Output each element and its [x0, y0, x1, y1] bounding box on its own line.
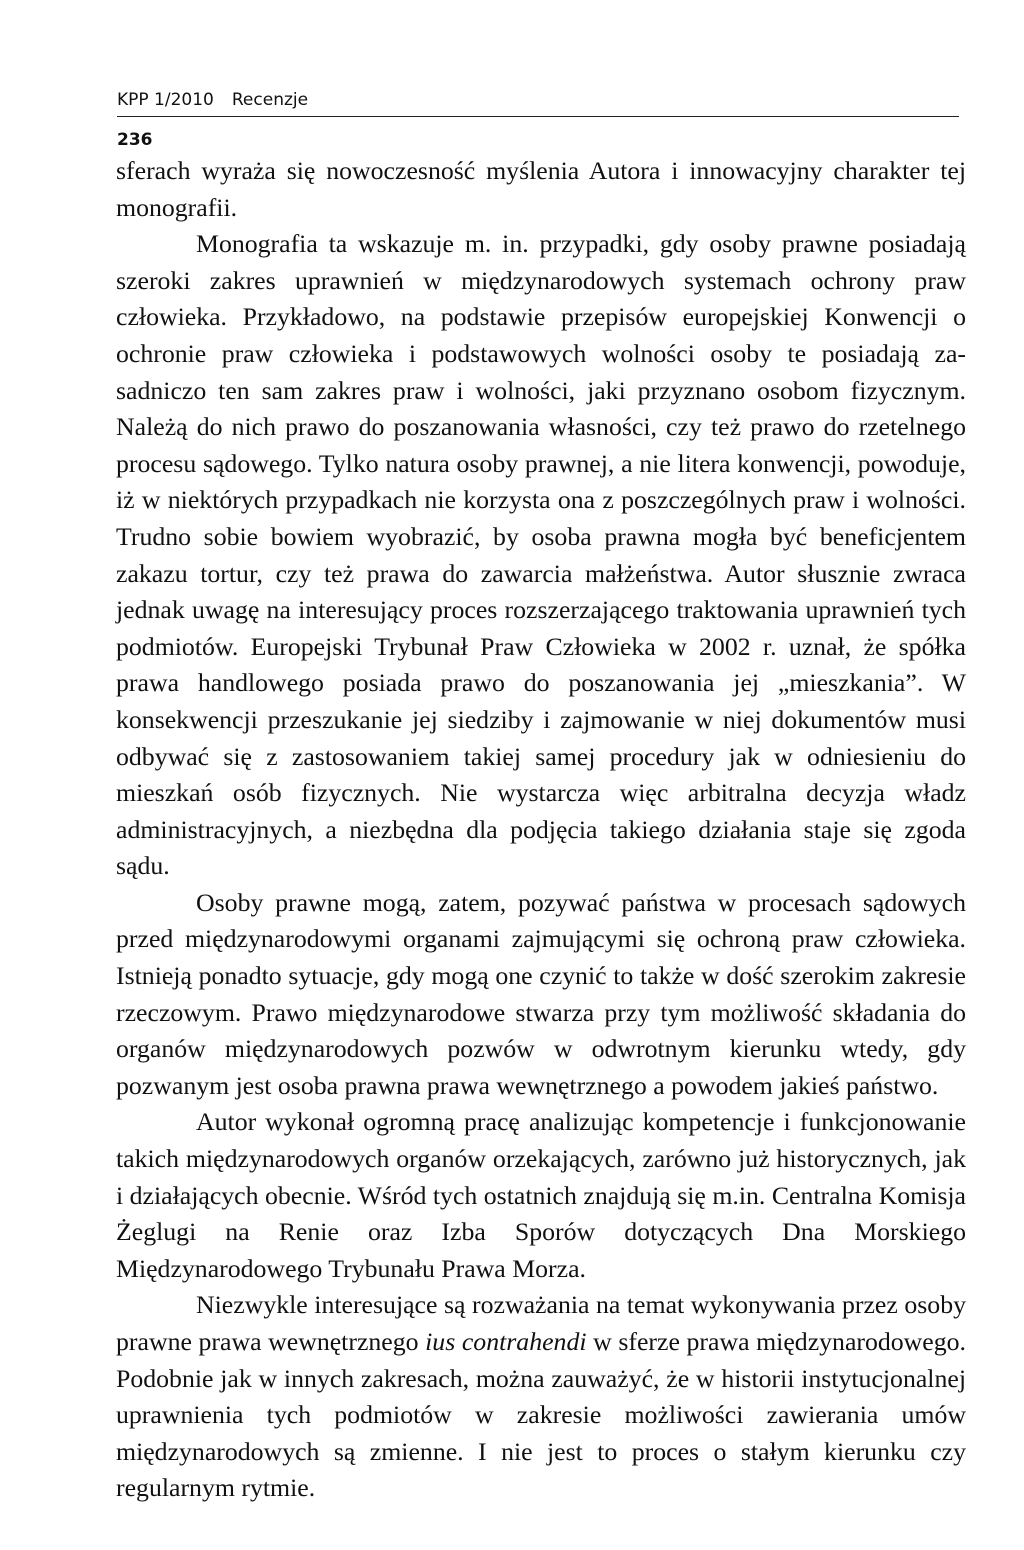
journal-issue: KPP 1/2010 [117, 90, 214, 110]
paragraph-2: Monografia ta wskazuje m. in. przypadki, gdy osoby prawne posiadają szeroki zakres uprawnień w międzynarodowych systemach ochrony praw człowieka. Przykładowo, na podstawie przepisów europejskiej Konwencji o ochronie praw człowieka i podstawowych wolności osoby te posiadają zasadniczo ten sam zakres praw i wolności, jaki przyznano osobom fizycznym. Należą do nich prawo do poszanowania własności, czy też prawo do rzetelnego procesu sądowego. Tylko natura osoby prawnej, a nie litera konwencji, powoduje, iż w niektórych przypadkach nie korzysta ona z poszczególnych praw i wolności. Trudno sobie bowiem wyobrazić, by osoba prawna mogła być beneficjentem zakazu tortur, czy też prawa do zawarcia małżeństwa. Autor słusznie zwraca jednak uwagę na interesujący proces rozszerzającego traktowania uprawnień tych podmiotów. Europejski Trybunał Praw Człowieka w 2002 r. uznał, że spółka prawa handlowego posiada prawo do poszanowania jej „mieszkania”. W konsekwencji przeszukanie jej siedziby i zajmowanie w niej dokumentów musi odbywać się z zastosowaniem takiej samej procedury jak w odniesieniu do mieszkań osób fizycznych. Nie wystarcza więc arbitralna decyzja władz administracyjnych, a niezbędna dla podjęcia takiego działania staje się zgoda sądu. [116, 229, 966, 881]
page-number: 236 [117, 130, 153, 150]
latin-term: ius contrahendi [425, 1327, 587, 1356]
article-body [116, 153, 966, 1507]
paragraph-5 [116, 1287, 966, 1507]
paragraph-3: Osoby prawne mogą, zatem, pozywać państwa w procesach sądowych przed międzynarodowymi organami zajmującymi się ochroną praw człowieka. Istnieją ponadto sytuacje, gdy mogą one czynić to także w dość szerokim zakresie rzeczowym. Prawo międzynarodowe stwarza przy tym możliwość składania do organów międzynarodowych pozwów w odwrotnym kierunku wtedy, gdy pozwanym jest osoba prawna prawa wewnętrznego a powodem jakieś państwo. [116, 887, 966, 1100]
running-head [117, 86, 959, 117]
section-name: Recenzje [231, 90, 309, 110]
paragraph-5-part-2: w sferze prawa międzynarodowego. Podobnie jak w innych zakresach, można zauważyć, że w historii instytucjonalnej uprawnienia tych podmiotów w zakresie możliwości zawierania umów międzynarodowych są zmienne. I nie jest to proces o stałym kierunku czy regularnym rytmie. [116, 1327, 967, 1503]
paragraph-5-part-1: Niezwykle interesujące są rozważania na temat wykonywania przez osoby prawne prawa wewnętrznego [116, 1290, 966, 1356]
paragraph-4: Autor wykonał ogromną pracę analizując kompetencje i funkcjonowanie takich międzynarodowych organów orzekających, zarówno już historycznych, jak i działających obecnie. Wśród tych ostatnich znajdują się m.in. Centralna Komisja Żeglugi na Renie oraz Izba Sporów dotyczących Dna Morskiego Międzynarodowego Trybunału Prawa Morza. [116, 1107, 966, 1283]
paragraph-1: sferach wyraża się nowoczesność myślenia Autora i innowacyjny charakter tej monografii. [116, 156, 966, 222]
